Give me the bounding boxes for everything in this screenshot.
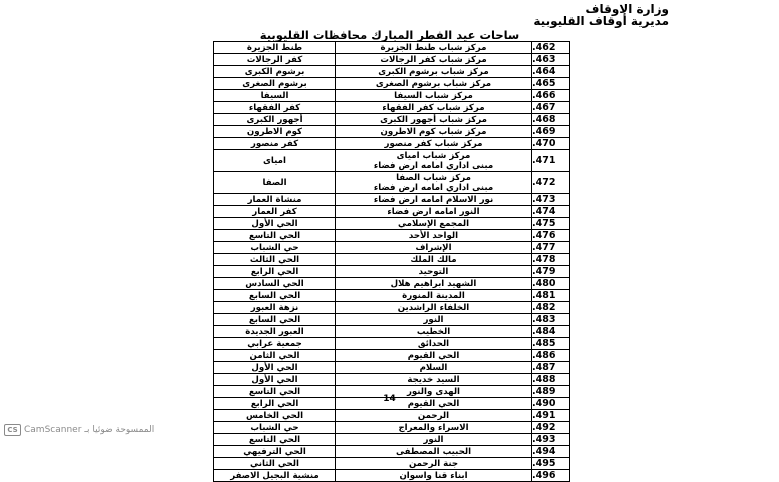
region-cell: الحي التاسع [214, 434, 336, 446]
serial-number-cell: .481 [532, 290, 570, 302]
location-line: الرحمن [417, 410, 450, 421]
location-line: النور [423, 434, 444, 445]
serial-number-cell: .482 [532, 302, 570, 314]
region-cell: جمعية عرابي [214, 338, 336, 350]
location-cell [336, 350, 532, 362]
location-line: الحي القيوم [407, 398, 460, 409]
location-cell [336, 172, 532, 194]
location-cell [336, 54, 532, 66]
location-cell [336, 458, 532, 470]
table-row [214, 422, 570, 434]
location-cell [336, 78, 532, 90]
region-cell: حي الشباب [214, 242, 336, 254]
serial-number-cell: .496 [532, 470, 570, 482]
table-row [214, 434, 570, 446]
serial-number-cell: .480 [532, 278, 570, 290]
table-row [214, 242, 570, 254]
table-row [214, 290, 570, 302]
serial-number-cell: .495 [532, 458, 570, 470]
location-line: الحبيب المصطفى [395, 446, 472, 457]
location-cell [336, 434, 532, 446]
region-cell: كوم الاطرون [214, 126, 336, 138]
region-cell: العبور الجديدة [214, 326, 336, 338]
table-row [214, 326, 570, 338]
location-cell [336, 206, 532, 218]
location-cell [336, 374, 532, 386]
location-cell [336, 266, 532, 278]
location-line: مركز شباب برشوم الكبرى [378, 66, 489, 77]
location-line: مبنى اداري امامه ارض فضاء [373, 182, 494, 193]
location-cell [336, 326, 532, 338]
location-line: مركز شباب كفر الرجالات [380, 54, 487, 65]
table-row [214, 90, 570, 102]
table-row [214, 150, 570, 172]
region-cell: الحي التاسع [214, 230, 336, 242]
region-cell: الحي الخامس [214, 410, 336, 422]
region-cell: كفر الرجالات [214, 54, 336, 66]
table-row [214, 470, 570, 482]
serial-number-cell: .468 [532, 114, 570, 126]
region-cell: الحي الأول [214, 374, 336, 386]
location-line: مركز شباب برشوم الصغرى [375, 78, 492, 89]
serial-number-cell: .493 [532, 434, 570, 446]
watermark-brand: CamScanner [24, 425, 82, 435]
directorate-title: مديرية أوقاف القليوبية [533, 14, 669, 28]
location-line: مركز شباب طنط الجزيرة [380, 42, 487, 53]
region-cell: الحي السادس [214, 278, 336, 290]
table-row [214, 78, 570, 90]
location-line: مركز شباب كفر منصور [384, 138, 483, 149]
location-line: الخطيب [416, 326, 451, 337]
location-cell [336, 138, 532, 150]
table-row [214, 458, 570, 470]
location-line: مركز شباب كوم الاطرون [380, 126, 487, 137]
ministry-title: وزارة الاوقاف [585, 2, 669, 16]
table-row [214, 338, 570, 350]
location-line: المجمع الإسلامي [397, 218, 470, 229]
location-line: النور [423, 314, 444, 325]
serial-number-cell: .473 [532, 194, 570, 206]
region-cell: برشوم الكبرى [214, 66, 336, 78]
region-cell: نزهة العبور [214, 302, 336, 314]
region-cell: الحي الثامن [214, 350, 336, 362]
location-line: الواحد الأحد [408, 230, 459, 241]
region-cell: امياى [214, 150, 336, 172]
location-line: الحي القيوم [407, 350, 460, 361]
region-cell: منشية البجيل الاصفر [214, 470, 336, 482]
watermark-caption: الممسوحة ضوئيا بـ [84, 425, 155, 435]
location-line: جنة الرحمن [408, 458, 459, 469]
location-cell [336, 410, 532, 422]
location-cell [336, 218, 532, 230]
serial-number-cell: .463 [532, 54, 570, 66]
location-line: مركز شباب امياى [396, 150, 471, 161]
serial-number-cell: .484 [532, 326, 570, 338]
location-line: ابناء قنا واسوان [399, 470, 468, 481]
region-cell: برشوم الصغرى [214, 78, 336, 90]
region-cell: الحي السابع [214, 314, 336, 326]
camscanner-logo-icon: CS [4, 424, 21, 436]
location-line: مبنى اداري امامه ارض فضاء [373, 160, 494, 171]
table-row [214, 254, 570, 266]
table-row [214, 278, 570, 290]
table-row [214, 362, 570, 374]
serial-number-cell: .464 [532, 66, 570, 78]
table-row [214, 230, 570, 242]
location-line: النور امامه ارض فضاء [387, 206, 480, 217]
location-cell [336, 338, 532, 350]
serial-number-cell: .494 [532, 446, 570, 458]
location-line: السيد خديجة [407, 374, 460, 385]
table-row [214, 102, 570, 114]
location-cell [336, 242, 532, 254]
table-row [214, 206, 570, 218]
table-row [214, 54, 570, 66]
location-cell [336, 470, 532, 482]
region-cell: الحي الرابع [214, 398, 336, 410]
table-row [214, 314, 570, 326]
table-row [214, 194, 570, 206]
location-line: التوحيد [418, 266, 449, 277]
location-line: مالك الملك [410, 254, 457, 265]
table-row [214, 138, 570, 150]
serial-number-cell: .474 [532, 206, 570, 218]
location-cell [336, 422, 532, 434]
location-line: الإشراف [415, 242, 452, 253]
serial-number-cell: .491 [532, 410, 570, 422]
serial-number-cell: .483 [532, 314, 570, 326]
region-cell: الحي الثاني [214, 458, 336, 470]
location-cell [336, 150, 532, 172]
location-cell [336, 126, 532, 138]
region-cell: الحي الرابع [214, 266, 336, 278]
region-cell: كفر الفقهاء [214, 102, 336, 114]
location-cell [336, 314, 532, 326]
serial-number-cell: .476 [532, 230, 570, 242]
serial-number-cell: .467 [532, 102, 570, 114]
table-row [214, 446, 570, 458]
location-cell [336, 362, 532, 374]
location-line: السلام [419, 362, 448, 373]
location-line: نور الاسلام امامه ارض فضاء [373, 194, 494, 205]
location-cell [336, 66, 532, 78]
region-cell: الحي التاسع [214, 386, 336, 398]
serial-number-cell: .465 [532, 78, 570, 90]
region-cell: منشاة العمار [214, 194, 336, 206]
location-line: المدينة المنورة [402, 290, 465, 301]
region-cell: الحي الأول [214, 218, 336, 230]
serial-number-cell: .462 [532, 42, 570, 54]
region-cell: الحي الترفيهي [214, 446, 336, 458]
table-row [214, 114, 570, 126]
table-title: ساحات عيد الفطر المبارك محافظات القليوبية [259, 28, 520, 42]
region-cell: طنط الجزيرة [214, 42, 336, 54]
region-cell: أجهور الكبرى [214, 114, 336, 126]
location-line: الخلفاء الراشدين [397, 302, 470, 313]
region-cell: السيفا [214, 90, 336, 102]
location-cell [336, 278, 532, 290]
serial-number-cell: .489 [532, 386, 570, 398]
serial-number-cell: .477 [532, 242, 570, 254]
serial-number-cell: .472 [532, 172, 570, 194]
serial-number-cell: .488 [532, 374, 570, 386]
camscanner-watermark [4, 424, 154, 436]
table-row [214, 374, 570, 386]
serial-number-cell: .485 [532, 338, 570, 350]
table-body [214, 42, 570, 482]
region-cell: الحي الأول [214, 362, 336, 374]
location-line: مركز شباب السيفا [394, 90, 473, 101]
location-line: الهدى والنور [406, 386, 461, 397]
serial-number-cell: .486 [532, 350, 570, 362]
serial-number-cell: .479 [532, 266, 570, 278]
serial-number-cell: .478 [532, 254, 570, 266]
location-line: الحدائق [417, 338, 450, 349]
serial-number-cell: .471 [532, 150, 570, 172]
table-row [214, 172, 570, 194]
table-row [214, 126, 570, 138]
serial-number-cell: .470 [532, 138, 570, 150]
table-row [214, 66, 570, 78]
location-cell [336, 302, 532, 314]
region-cell: كفر العمار [214, 206, 336, 218]
region-cell: الحي السابع [214, 290, 336, 302]
serial-number-cell: .487 [532, 362, 570, 374]
region-cell: كفر منصور [214, 138, 336, 150]
region-cell: حي الشباب [214, 422, 336, 434]
location-cell [336, 114, 532, 126]
location-line: الاسراء والمعراج [398, 422, 469, 433]
table-row [214, 410, 570, 422]
serial-number-cell: .466 [532, 90, 570, 102]
table-row [214, 302, 570, 314]
serial-number-cell: .469 [532, 126, 570, 138]
location-line: الشهيد ابراهيم هلال [390, 278, 477, 289]
table-row [214, 218, 570, 230]
location-cell [336, 90, 532, 102]
location-cell [336, 194, 532, 206]
location-cell [336, 102, 532, 114]
table-row [214, 350, 570, 362]
region-cell: الصفا [214, 172, 336, 194]
region-cell: الحي الثالث [214, 254, 336, 266]
location-line: مركز شباب أجهور الكبرى [380, 114, 487, 125]
location-cell [336, 254, 532, 266]
table-row [214, 266, 570, 278]
page-number: 14 [383, 394, 396, 404]
location-cell [336, 446, 532, 458]
location-cell [336, 42, 532, 54]
serial-number-cell: .492 [532, 422, 570, 434]
serial-number-cell: .475 [532, 218, 570, 230]
location-line: مركز شباب كفر الفقهاء [382, 102, 485, 113]
location-line: مركز شباب الصفا [396, 172, 471, 183]
table-row [214, 42, 570, 54]
locations-table [213, 41, 570, 482]
serial-number-cell: .490 [532, 398, 570, 410]
location-cell [336, 230, 532, 242]
location-cell [336, 290, 532, 302]
